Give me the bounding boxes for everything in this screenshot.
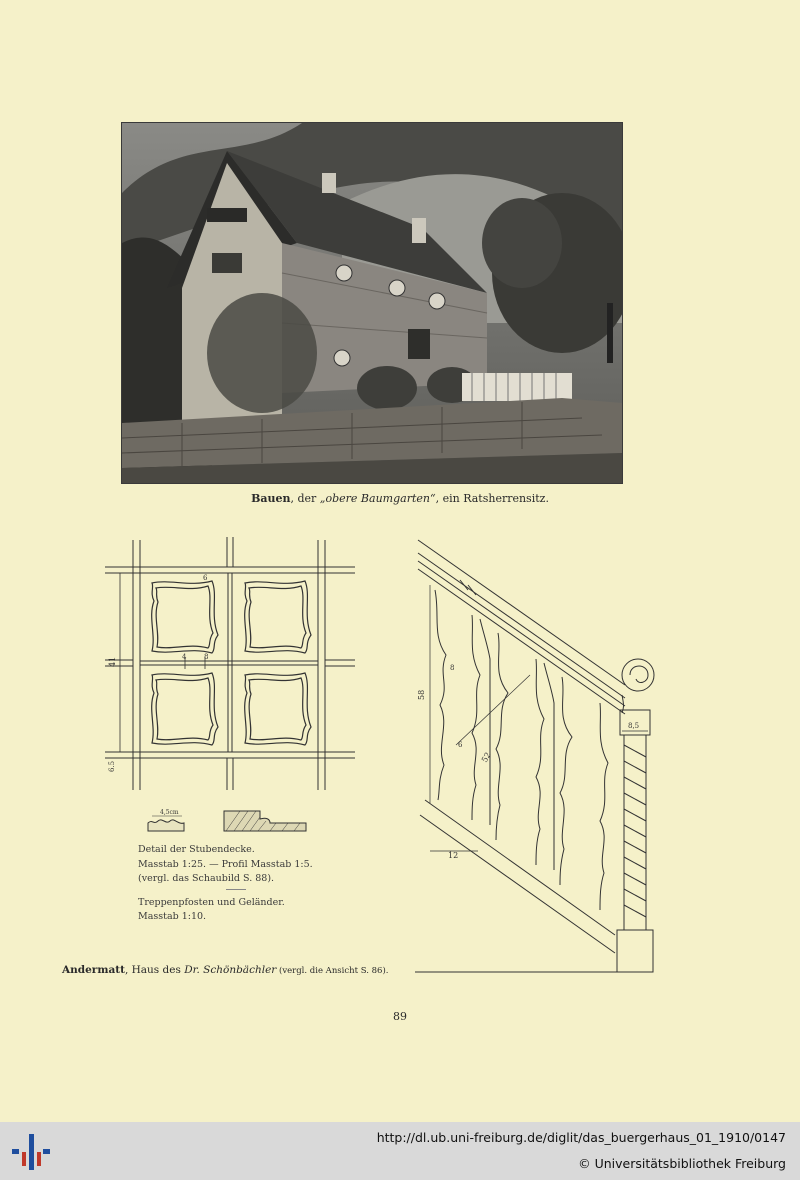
stair-label-b: 6 (458, 741, 463, 749)
plan-dim-left: 41 (108, 656, 117, 667)
caption-mid: , der (290, 492, 320, 505)
photo-caption (0, 492, 800, 505)
stair-height-label: 58 (417, 689, 426, 700)
beam-profile-drawing (140, 805, 315, 835)
stair-width-label: 12 (448, 851, 459, 860)
note-divider (226, 889, 246, 890)
stair-post-label: 8,5 (628, 722, 640, 730)
caption-bottom-place: Andermatt (62, 964, 125, 976)
caption-place: Bauen (251, 492, 291, 505)
plan-center-a: 4 (182, 653, 187, 661)
plan-mark-top: 6 (203, 574, 208, 582)
caption-bottom-ref: (vergl. die Ansicht S. 86). (276, 966, 389, 976)
note-line-2: Masstab 1:25. — Profil Masstab 1:5. (138, 858, 313, 870)
house-photograph (121, 122, 623, 484)
caption-end: , ein Ratsherrensitz. (435, 492, 549, 505)
caption-house-name: „obere Baumgarten“ (319, 492, 436, 505)
stair-label-a: 8 (450, 664, 455, 672)
source-url-link[interactable]: http://dl.ub.uni-freiburg.de/diglit/das_buergerhaus_01_1910/0147 (376, 1130, 786, 1145)
caption-bottom-name: Dr. Schönbächler (184, 964, 277, 976)
note-line-1: Detail der Stubendecke. (138, 844, 255, 855)
caption-bottom-mid: , Haus des (124, 964, 185, 976)
note-line-5: Masstab 1:10. (138, 911, 207, 922)
drawings-caption (62, 964, 389, 976)
stair-diag-label: 52 (479, 750, 493, 764)
page-number: 89 (393, 1010, 407, 1023)
stair-railing-drawing (410, 535, 670, 980)
viewer-footer (0, 1122, 800, 1180)
plan-center-b: 8 (204, 653, 209, 661)
plan-mark-bottom: 6.5 (108, 760, 116, 772)
ceiling-detail-drawing (100, 535, 360, 795)
copyright-text: © Universitätsbibliothek Freiburg (578, 1156, 786, 1171)
drawing-notes (138, 843, 313, 925)
library-logo-icon (10, 1132, 52, 1172)
note-line-3: (vergl. das Schaubild S. 88). (138, 873, 275, 884)
profile-label: 4,5cm (160, 809, 179, 816)
note-line-4: Treppenpfosten und Geländer. (138, 896, 285, 908)
